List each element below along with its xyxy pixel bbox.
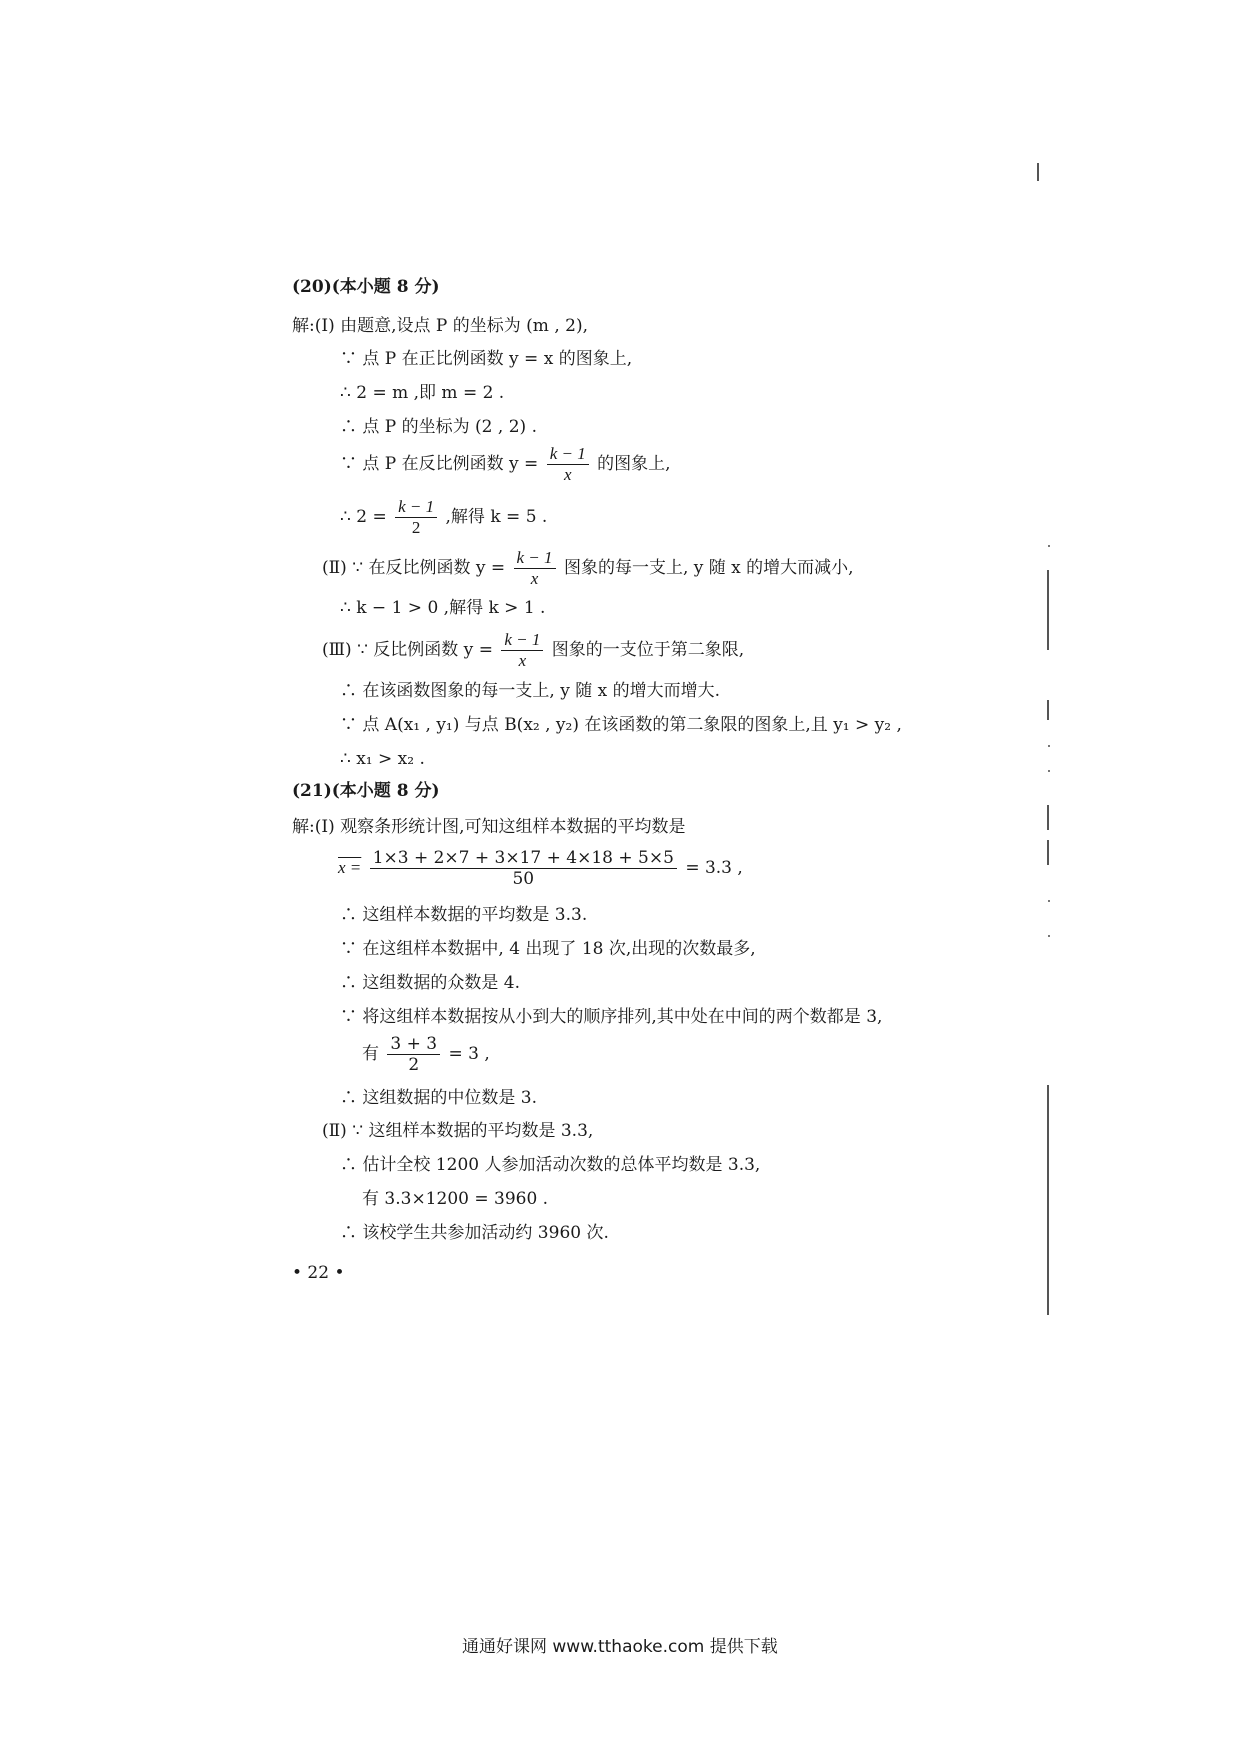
p20-line-6-text-b: ,解得 k = 5 . (445, 507, 548, 527)
fraction (370, 848, 677, 889)
p20-line-2: ∵ 点 P 在正比例函数 y = x 的图象上, (340, 349, 633, 369)
p20-line-9-text-a: (Ⅲ) ∵ 反比例函数 y = (322, 640, 493, 660)
p20-line-6 (340, 497, 547, 538)
scan-dot (1048, 935, 1050, 937)
p20-line-10: ∴ 在该函数图象的每一支上, y 随 x 的增大而增大. (340, 681, 721, 701)
p21-line-11: 有 3.3×1200 = 3960 . (362, 1189, 549, 1209)
fraction (387, 1034, 440, 1075)
p21-line-4: ∵ 在这组样本数据中, 4 出现了 18 次,出现的次数最多, (340, 939, 756, 959)
p21-line-6: ∵ 将这组样本数据按从小到大的顺序排列,其中处在中间的两个数都是 3, (340, 1007, 883, 1027)
fraction-denominator: x (563, 465, 572, 484)
fraction-numerator: 3 + 3 (387, 1034, 440, 1055)
p21-line-10: ∴ 估计全校 1200 人参加活动次数的总体平均数是 3.3, (340, 1155, 761, 1175)
fraction-denominator: 50 (512, 869, 535, 889)
scan-margin-line (1047, 1085, 1049, 1315)
p20-line-5 (340, 444, 671, 485)
scan-dot (1048, 770, 1050, 772)
p21-line-8: ∴ 这组数据的中位数是 3. (340, 1088, 538, 1108)
p20-line-12: ∴ x₁ > x₂ . (340, 749, 425, 769)
p21-line-1: 解:(Ⅰ) 观察条形统计图,可知这组样本数据的平均数是 (292, 817, 686, 837)
p20-line-4: ∴ 点 P 的坐标为 (2 , 2) . (340, 417, 537, 437)
scan-mark-top (1037, 163, 1039, 181)
fraction-numerator: k − 1 (514, 548, 556, 569)
mean-symbol: x = (338, 858, 362, 877)
p21-line-3: ∴ 这组样本数据的平均数是 3.3. (340, 905, 588, 925)
p20-line-8: ∴ k − 1 > 0 ,解得 k > 1 . (340, 598, 546, 618)
problem-20-header: (20)(本小题 8 分) (292, 277, 440, 297)
p21-line-7-text-a: 有 (362, 1044, 379, 1064)
p21-line-9: (Ⅱ) ∵ 这组样本数据的平均数是 3.3, (322, 1121, 594, 1141)
scan-dot (1048, 900, 1050, 902)
p20-line-1: 解:(Ⅰ) 由题意,设点 P 的坐标为 (m , 2), (292, 316, 588, 336)
footer-download-note: 通通好课网 www.tthaoke.com 提供下载 (462, 1637, 778, 1657)
fraction-denominator: 2 (408, 1055, 420, 1075)
p20-line-3: ∴ 2 = m ,即 m = 2 . (340, 383, 505, 403)
p20-line-5-text-a: ∵ 点 P 在反比例函数 y = (340, 454, 539, 474)
p20-line-6-text-a: ∴ 2 = (340, 507, 387, 527)
p20-line-7-text-a: (Ⅱ) ∵ 在反比例函数 y = (322, 558, 506, 578)
fraction-numerator: k − 1 (501, 630, 543, 651)
scan-margin-line (1047, 840, 1049, 865)
scan-dot (1048, 545, 1050, 547)
scan-margin-line (1047, 805, 1049, 830)
p20-line-11: ∵ 点 A(x₁ , y₁) 与点 B(x₂ , y₂) 在该函数的第二象限的图象上,且 y₁ > y₂ , (340, 715, 902, 735)
fraction (395, 497, 437, 538)
scan-margin-line (1047, 700, 1049, 720)
fraction-numerator: 1×3 + 2×7 + 3×17 + 4×18 + 5×5 (370, 848, 677, 869)
p20-line-9-text-b: 图象的一支位于第二象限, (551, 640, 745, 660)
page-number: • 22 • (292, 1263, 345, 1283)
p20-line-7-text-b: 图象的每一支上, y 随 x 的增大而减小, (563, 558, 854, 578)
fraction (547, 444, 589, 485)
p21-line-12: ∴ 该校学生共参加活动约 3960 次. (340, 1223, 609, 1243)
p20-line-5-text-b: 的图象上, (597, 454, 671, 474)
fraction-denominator: 2 (411, 518, 421, 537)
p21-line-7-text-b: = 3 , (448, 1044, 490, 1064)
p21-mean-equation (338, 848, 743, 889)
fraction-denominator: x (518, 651, 527, 670)
p20-line-9 (322, 630, 744, 671)
fraction-numerator: k − 1 (547, 444, 589, 465)
p21-line-5: ∴ 这组数据的众数是 4. (340, 973, 521, 993)
fraction-denominator: x (530, 569, 539, 588)
fraction-numerator: k − 1 (395, 497, 437, 518)
scan-margin-line (1047, 570, 1049, 650)
fraction (501, 630, 543, 671)
mean-result: = 3.3 , (685, 858, 743, 878)
p20-line-7 (322, 548, 854, 589)
fraction (514, 548, 556, 589)
p21-line-7 (362, 1034, 490, 1075)
scan-dot (1048, 745, 1050, 747)
problem-21-header: (21)(本小题 8 分) (292, 781, 440, 801)
